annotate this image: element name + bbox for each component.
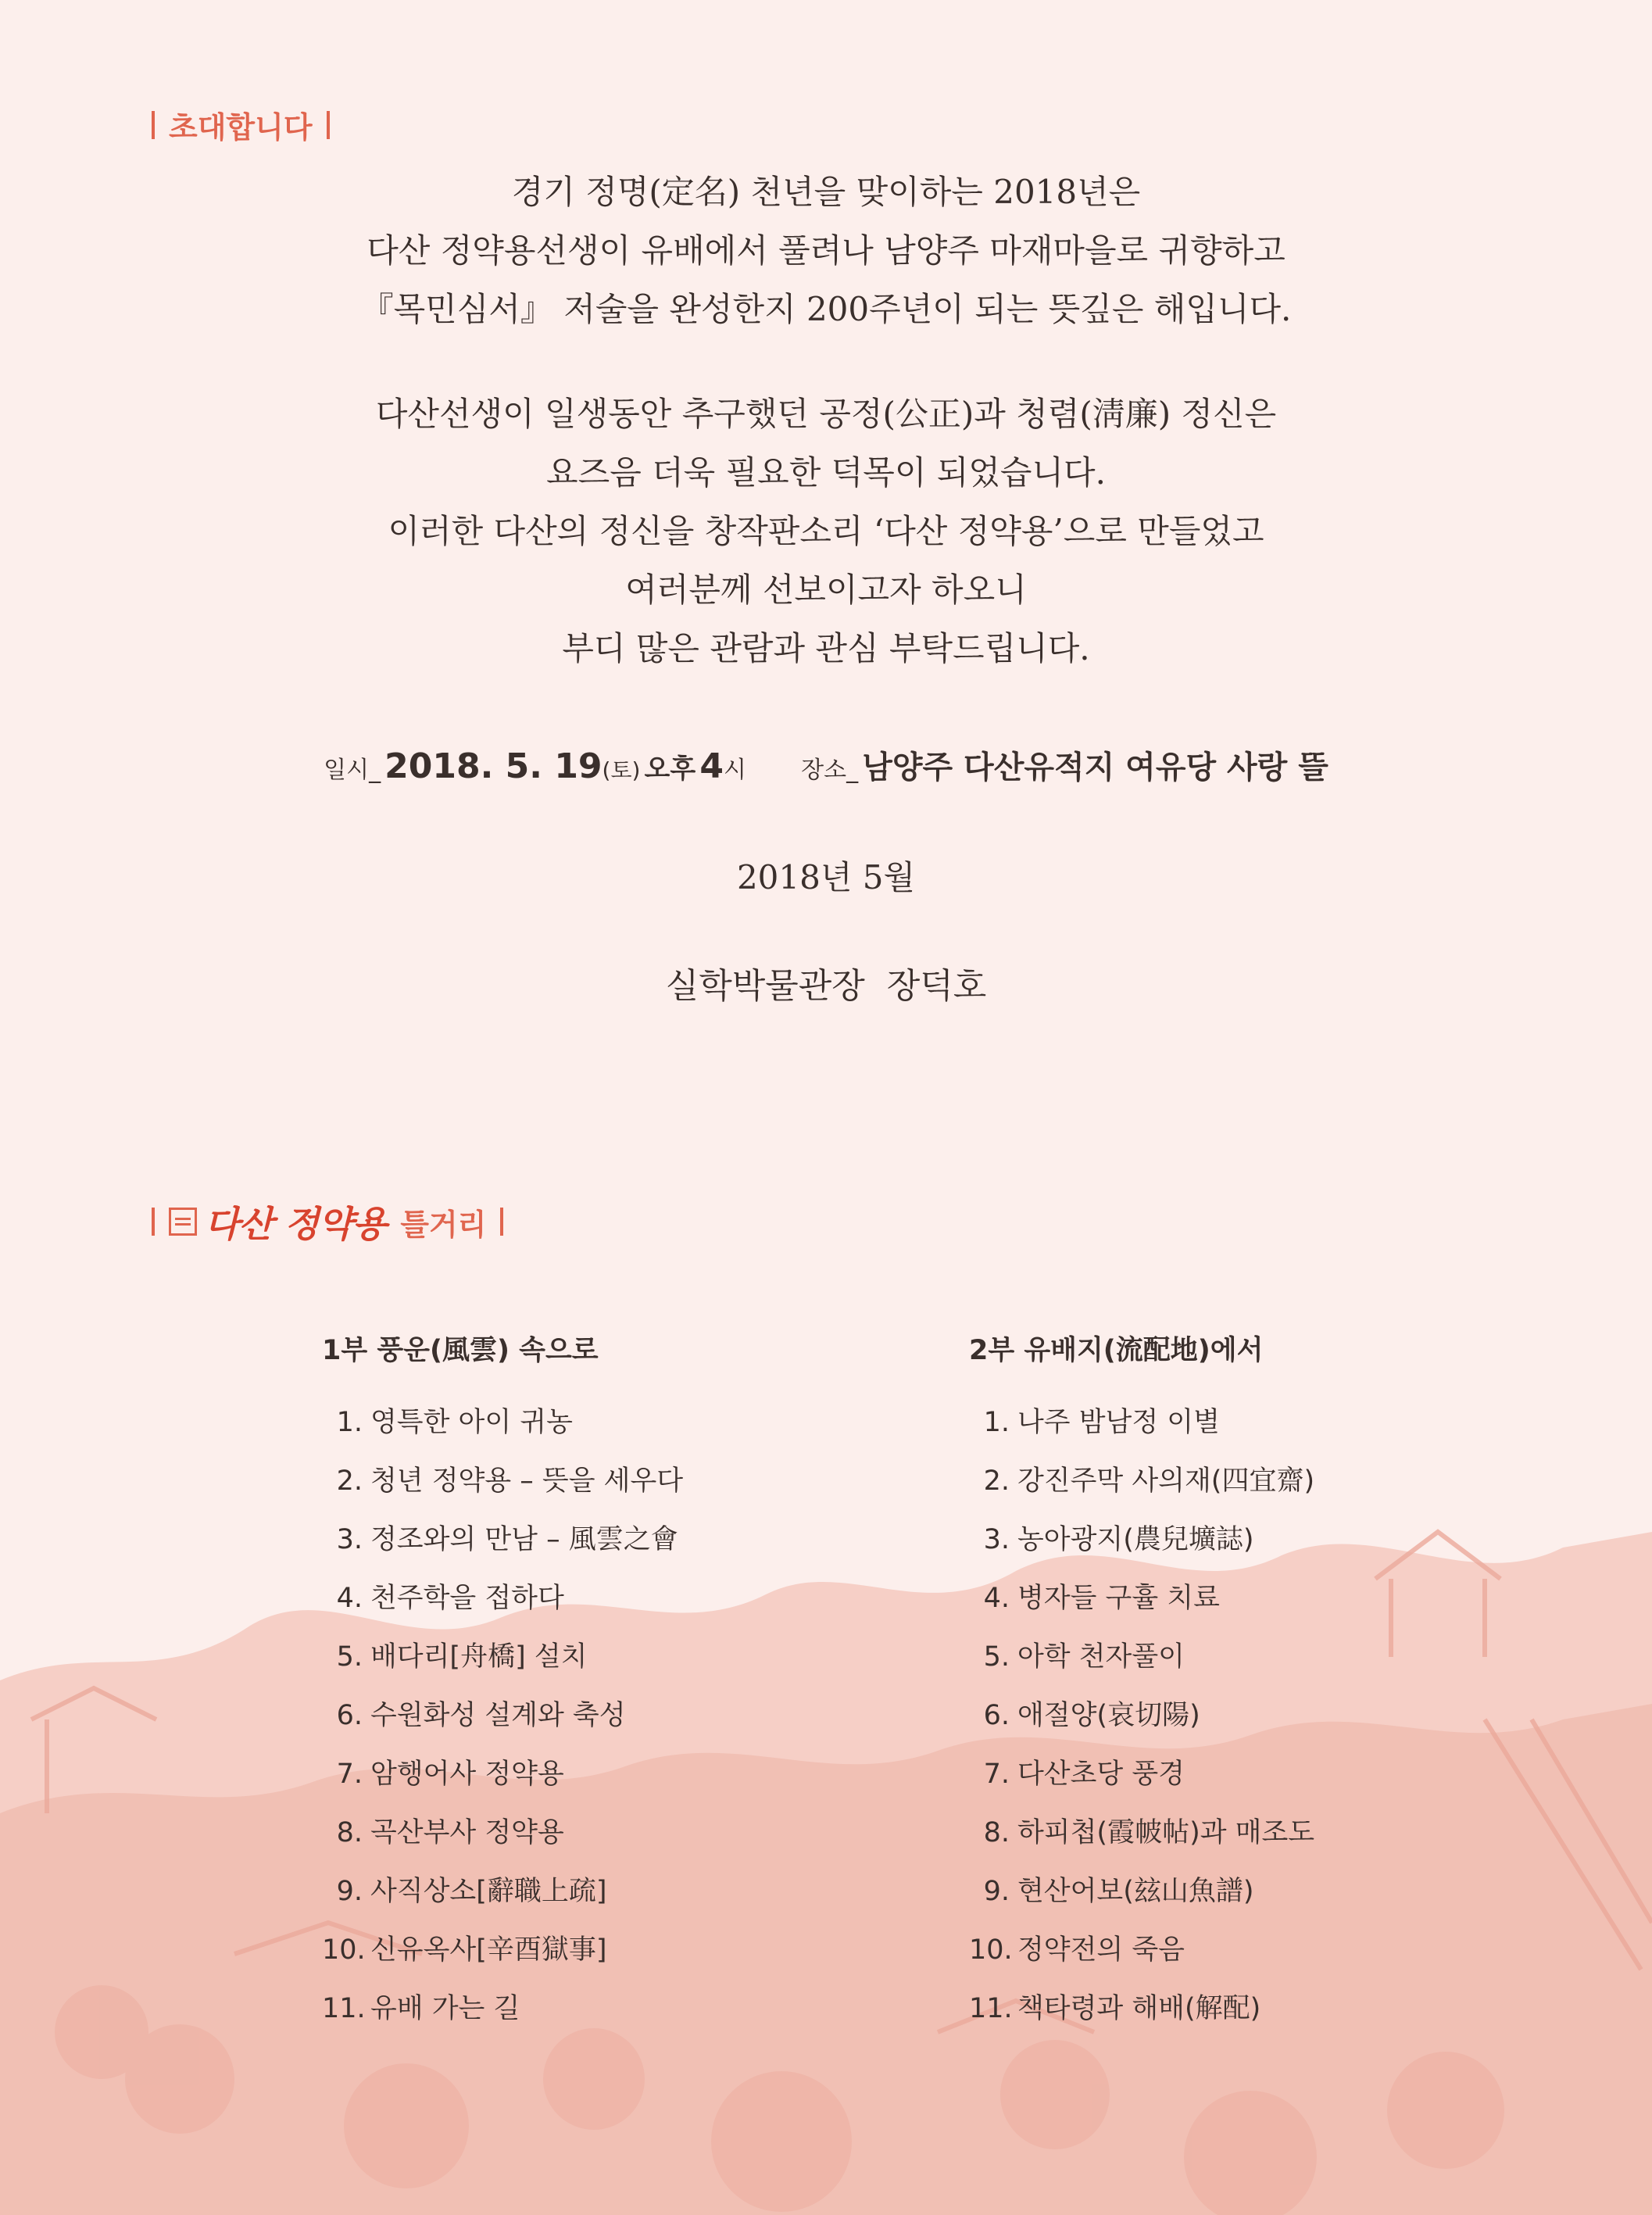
- event-place: 남양주 다산유적지 여유당 사랑 뜰: [862, 750, 1328, 785]
- issue-date: 2018년 5월: [736, 858, 916, 896]
- heading-bar-left: [152, 111, 155, 139]
- list-item: 10. 정약전의 죽음: [969, 1934, 1185, 1966]
- list-item: 4. 천주학을 접하다: [336, 1583, 564, 1614]
- event-weekday: (토): [602, 757, 641, 783]
- list-item: 11. 유배 가는 길: [322, 1993, 520, 2024]
- part1-column: [322, 1329, 683, 2038]
- list-item: 2. 청년 정약용 – 뜻을 세우다: [336, 1465, 684, 1497]
- list-item: 2. 강진주막 사의재(四宜齋): [983, 1465, 1315, 1497]
- invitation-heading: [138, 103, 344, 146]
- event-info: [0, 743, 1652, 787]
- paragraph-line: 부디 많은 관람과 관심 부탁드립니다.: [562, 629, 1090, 667]
- part2-title: 2부 유배지(流配地)에서: [969, 1335, 1264, 1366]
- part1-list: [322, 1394, 683, 2038]
- place-label: 장소_: [801, 757, 859, 784]
- paragraph-line: 요즈음 더욱 필요한 덕목이 되었습니다.: [546, 453, 1106, 492]
- list-item: 5. 배다리[舟橋] 설치: [336, 1641, 588, 1673]
- event-time-prefix: 오후: [644, 753, 696, 785]
- list-item: 3. 농아광지(農兒壙誌): [983, 1524, 1254, 1555]
- brush-title: 다산 정약용: [205, 1203, 387, 1245]
- part1-title: 1부 풍운(風雲) 속으로: [322, 1335, 599, 1366]
- event-time-hour: 4: [699, 746, 724, 786]
- heading-bar-right: [500, 1208, 503, 1236]
- heading-bar-right: [327, 111, 330, 139]
- paragraph-line: 여러분께 선보이고자 하오니: [625, 571, 1027, 609]
- list-item: 6. 수원화성 설계와 축성: [336, 1700, 626, 1731]
- invitation-heading-text: 초대합니다: [169, 110, 313, 145]
- part2-column: [969, 1329, 1314, 2038]
- synopsis-heading: [138, 1196, 517, 1247]
- heading-bar-left: [152, 1208, 155, 1236]
- list-item: 9. 사직상소[辭職上疏]: [336, 1876, 607, 1907]
- list-item: 5. 아학 천자풀이: [983, 1641, 1185, 1673]
- list-item: 4. 병자들 구휼 치료: [983, 1583, 1220, 1614]
- list-item: 8. 하피첩(霞帔帖)과 매조도: [983, 1817, 1315, 1848]
- list-item: 8. 곡산부사 정약용: [336, 1817, 564, 1848]
- list-item: 7. 암행어사 정약용: [336, 1759, 564, 1790]
- invitation-paragraph-2: [0, 385, 1652, 678]
- event-date: 2018. 5. 19: [384, 746, 603, 786]
- list-item: 6. 애절양(哀切陽): [983, 1700, 1200, 1731]
- paragraph-line: 경기 정명(定名) 천년을 맞이하는 2018년은: [511, 173, 1141, 211]
- signer: 실학박물관장 장덕호: [665, 966, 987, 1006]
- event-time-suffix: 시: [723, 757, 746, 784]
- paragraph-line: 『목민심서』 저술을 완성한지 200주년이 되는 뜻깊은 해입니다.: [360, 290, 1292, 328]
- paragraph-line: 이러한 다산의 정신을 창작판소리 ‘다산 정약용’으로 만들었고: [388, 512, 1264, 550]
- landscape-background-illustration: [0, 1485, 1652, 2215]
- list-item: 10. 신유옥사[辛酉獄事]: [322, 1934, 607, 1966]
- list-item: 3. 정조와의 만남 – 風雲之會: [336, 1524, 678, 1555]
- list-item: 7. 다산초당 풍경: [983, 1759, 1185, 1790]
- part2-list: [969, 1394, 1314, 2038]
- list-item: 9. 현산어보(玆山魚譜): [983, 1876, 1254, 1907]
- paragraph-line: 다산선생이 일생동안 추구했던 공정(公正)과 청렴(淸廉) 정신은: [375, 395, 1277, 433]
- seal-icon: [169, 1208, 197, 1236]
- datetime-label: 일시_: [324, 757, 381, 784]
- list-item: 1. 나주 밤남정 이별: [983, 1407, 1220, 1438]
- invitation-paragraph-1: [0, 163, 1652, 338]
- paragraph-line: 다산 정약용선생이 유배에서 풀려나 남양주 마재마을로 귀향하고: [367, 231, 1285, 270]
- list-item: 11. 책타령과 해배(解配): [969, 1993, 1261, 2024]
- synopsis-heading-text: 틀거리: [400, 1207, 487, 1242]
- list-item: 1. 영특한 아이 귀농: [336, 1407, 573, 1438]
